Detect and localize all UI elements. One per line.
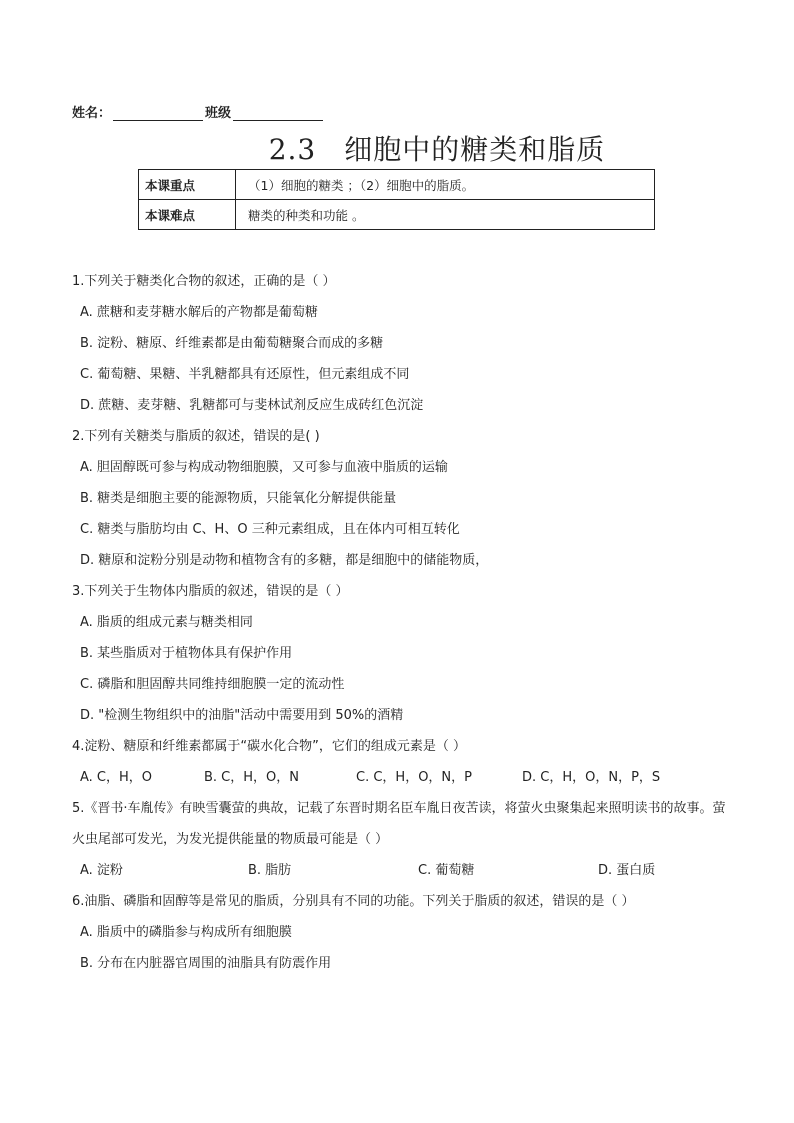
- table-row: [139, 170, 655, 200]
- option-b[interactable]: B. 脂肪: [248, 863, 292, 878]
- option-c[interactable]: C. 糖类与脂肪均由 C、H、O 三种元素组成，且在体内可相互转化: [80, 522, 460, 537]
- option-d[interactable]: D. "检测生物组织中的油脂"活动中需要用到 50%的酒精: [80, 708, 404, 723]
- option-row: [72, 762, 732, 793]
- option-a[interactable]: A. 脂质中的磷脂参与构成所有细胞膜: [80, 925, 292, 940]
- option-c[interactable]: C. 磷脂和胆固醇共同维持细胞膜一定的流动性: [80, 677, 345, 692]
- option-b[interactable]: B. 淀粉、糖原、纤维素都是由葡萄糖聚合而成的多糖: [80, 336, 384, 351]
- option-c[interactable]: C. 葡萄糖、果糖、半乳糖都具有还原性，但元素组成不同: [80, 367, 410, 382]
- question-2: [72, 421, 732, 576]
- option-b[interactable]: B. 糖类是细胞主要的能源物质，只能氧化分解提供能量: [80, 491, 397, 506]
- page-title: [0, 128, 794, 168]
- option-a[interactable]: A. C，H，O: [80, 770, 153, 785]
- option-a[interactable]: A. 脂质的组成元素与糖类相同: [80, 615, 253, 630]
- option-c[interactable]: C. C，H，O，N，P: [356, 770, 472, 785]
- option-a[interactable]: A. 淀粉: [80, 863, 123, 878]
- option-b[interactable]: B. 分布在内脏器官周围的油脂具有防震作用: [80, 956, 332, 971]
- question-4: [72, 731, 732, 793]
- option-d[interactable]: D. 糖原和淀粉分别是动物和植物含有的多糖，都是细胞中的储能物质，: [80, 553, 489, 568]
- option-d[interactable]: D. C，H，O，N，P，S: [522, 770, 661, 785]
- option-d[interactable]: D. 蛋白质: [598, 863, 656, 878]
- option-c[interactable]: C. 葡萄糖: [418, 863, 475, 878]
- option-row: [72, 855, 732, 886]
- question-6: [72, 886, 732, 979]
- question-stem: 2.下列有关糖类与脂质的叙述，错误的是( ): [72, 429, 320, 444]
- option-b[interactable]: B. 某些脂质对于植物体具有保护作用: [80, 646, 293, 661]
- student-info-line: [72, 102, 325, 121]
- option-d[interactable]: D. 蔗糖、麦芽糖、乳糖都可与斐林试剂反应生成砖红色沉淀: [80, 398, 424, 413]
- class-blank[interactable]: [233, 108, 323, 121]
- difficult-points-label: 本课难点: [139, 200, 236, 230]
- table-row: [139, 200, 655, 230]
- option-b[interactable]: B. C，H，O，N: [204, 770, 299, 785]
- question-stem: 6.油脂、磷脂和固醇等是常见的脂质，分别具有不同的功能。下列关于脂质的叙述，错误的是（ ）: [72, 894, 635, 909]
- difficult-points-value: 糖类的种类和功能 。: [236, 200, 655, 230]
- section-number: 2.3: [268, 133, 317, 166]
- option-a[interactable]: A. 蔗糖和麦芽糖水解后的产物都是葡萄糖: [80, 305, 318, 320]
- question-stem: 4.淀粉、糖原和纤维素都属于“碳水化合物”，它们的组成元素是（ ）: [72, 739, 467, 754]
- question-3: [72, 576, 732, 731]
- key-points-value: （1）细胞的糖类 ；（2）细胞中的脂质。: [236, 170, 655, 200]
- question-5: [72, 793, 732, 886]
- question-stem: 5.《晋书·车胤传》有映雪囊萤的典故，记载了东晋时期名臣车胤日夜苦读，将萤火虫聚集起来照明读书的故事。萤火虫尾部可发光，为发光提供能量的物质最可能是（ ）: [72, 801, 726, 847]
- name-blank[interactable]: [113, 108, 203, 121]
- option-a[interactable]: A. 胆固醇既可参与构成动物细胞膜，又可参与血液中脂质的运输: [80, 460, 448, 475]
- name-label: 姓名：: [72, 106, 112, 121]
- question-stem: 3.下列关于生物体内脂质的叙述，错误的是（ ）: [72, 584, 349, 599]
- question-stem: 1.下列关于糖类化合物的叙述，正确的是（ ）: [72, 274, 336, 289]
- key-points-label: 本课重点: [139, 170, 236, 200]
- question-list: [72, 266, 732, 979]
- class-label: 班级: [205, 106, 232, 121]
- section-title: 细胞中的糖类和脂质: [344, 133, 606, 166]
- lesson-info-table: [138, 169, 655, 230]
- question-1: [72, 266, 732, 421]
